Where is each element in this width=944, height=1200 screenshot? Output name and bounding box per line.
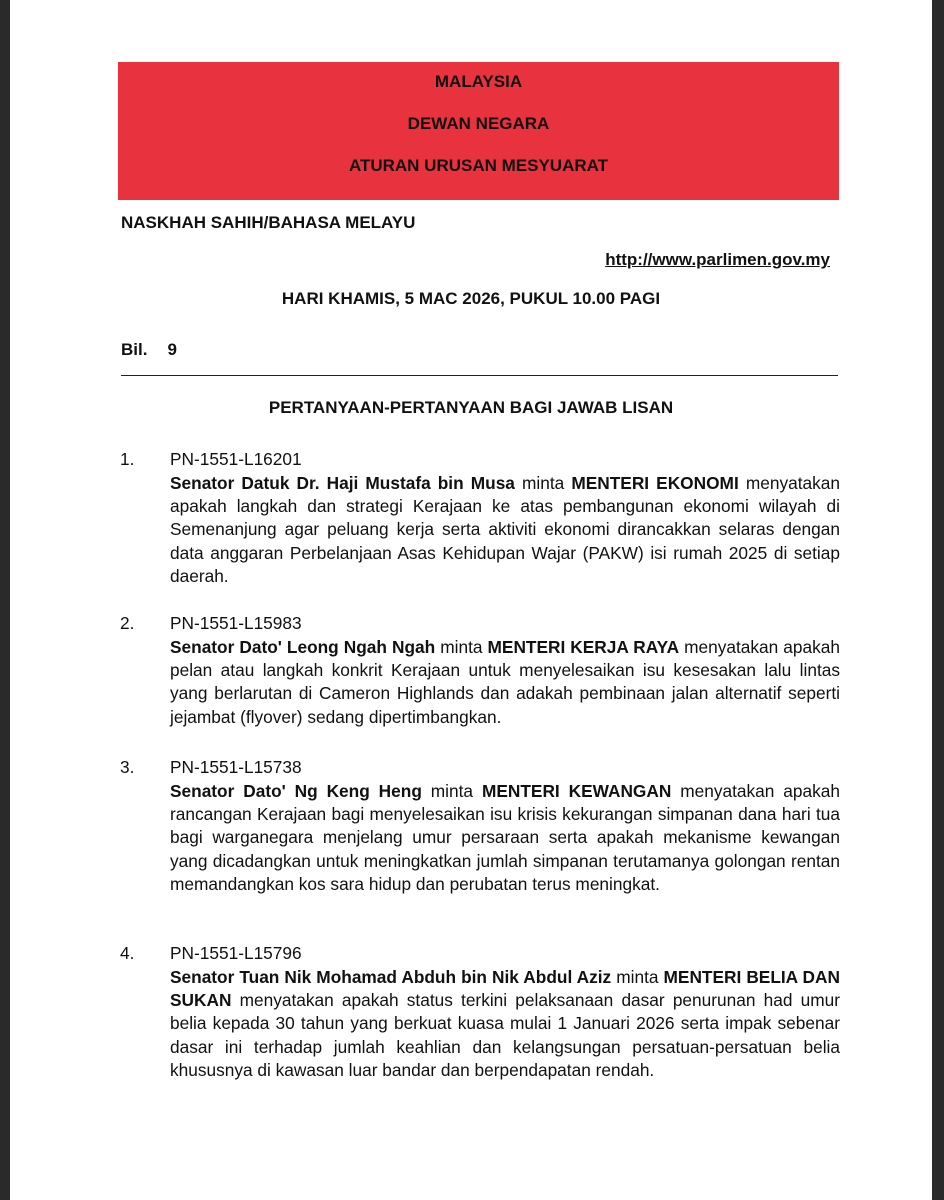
- question-body: [170, 780, 840, 896]
- doc-type-title: ATURAN URUSAN MESYUARAT: [348, 156, 609, 175]
- divider-line: [121, 375, 838, 376]
- minister-name: MENTERI EKONOMI: [571, 473, 739, 493]
- bil-number: [121, 340, 177, 360]
- house-title: DEWAN NEGARA: [407, 114, 550, 133]
- minister-name: MENTERI KEWANGAN: [481, 781, 672, 801]
- senator-name: Senator Dato' Ng Keng Heng: [170, 781, 422, 801]
- question-text: menyatakan apakah pelan atau langkah konkrit Kerajaan untuk menyelesaikan isu kesesakan lalu lintas yang berlarutan di Cameron Highlands dan adakah pembinaan jalan alternatif seperti jejambat (flyover) sedang dipertimbangkan.: [170, 637, 840, 727]
- question-number: 4.: [120, 943, 135, 963]
- bil-value: 9: [167, 340, 177, 359]
- question-text: menyatakan apakah status terkini pelaksanaan dasar penurunan had umur belia kepada 30 tahun yang berkuat kuasa mulai 1 Januari 2026 serta impak sebenar dasar ini terhadap jumlah keahlian dan kelangsungan persatuan-persatuan belia khususnya di kawasan luar bandar dan berpendapatan rendah.: [170, 990, 840, 1080]
- section-title: PERTANYAAN-PERTANYAAN BAGI JAWAB LISAN: [268, 398, 674, 417]
- document-page: [10, 0, 932, 1200]
- minta-word: minta: [616, 967, 659, 987]
- question-code: PN-1551-L15738: [170, 757, 302, 777]
- viewer-right-edge: [932, 0, 944, 1200]
- question-number: 2.: [120, 613, 135, 633]
- question-body: [170, 966, 840, 1082]
- website-link[interactable]: http://www.parlimen.gov.my: [605, 250, 830, 269]
- question-number: 3.: [120, 757, 135, 777]
- minta-word: minta: [522, 473, 565, 493]
- bil-label: Bil.: [121, 340, 148, 359]
- question-number: 1.: [120, 449, 135, 469]
- minister-name: MENTERI BELIA DAN SUKAN: [170, 967, 840, 1011]
- question-body: [170, 472, 840, 588]
- question-body: [170, 636, 840, 729]
- senator-name: Senator Datuk Dr. Haji Mustafa bin Musa: [170, 473, 515, 493]
- minta-word: minta: [430, 781, 474, 801]
- edition-label: NASKHAH SAHIH/BAHASA MELAYU: [121, 213, 416, 232]
- senator-name: Senator Tuan Nik Mohamad Abduh bin Nik Abdul Aziz: [170, 967, 612, 987]
- viewer-left-edge: [0, 0, 10, 1200]
- country-title: MALAYSIA: [434, 72, 523, 91]
- question-code: PN-1551-L16201: [170, 449, 302, 469]
- senator-name: Senator Dato' Leong Ngah Ngah: [170, 637, 436, 657]
- session-date: HARI KHAMIS, 5 MAC 2026, PUKUL 10.00 PAGI: [281, 289, 661, 308]
- question-text: menyatakan apakah rancangan Kerajaan bagi menyelesaikan isu krisis kekurangan simpanan dana hari tua bagi warganegara menjelang umur persaraan serta apakah mekanisme kewangan yang dicadangkan untuk meningkatkan jumlah simpanan terutamanya golongan rentan memandangkan kos sara hidup dan perubatan terus meningkat.: [170, 781, 840, 894]
- question-code: PN-1551-L15983: [170, 613, 302, 633]
- question-text: menyatakan apakah langkah dan strategi Kerajaan ke atas pembangunan ekonomi wilayah di Semenanjung agar peluang kerja serta aktiviti ekonomi dirancakkan selaras dengan data anggaran Perbelanjaan Asas Kehidupan Wajar (PAKW) isi rumah 2025 di setiap daerah.: [170, 473, 840, 586]
- minister-name: MENTERI KERJA RAYA: [487, 637, 680, 657]
- question-code: PN-1551-L15796: [170, 943, 302, 963]
- header-banner: [118, 62, 839, 200]
- minta-word: minta: [440, 637, 483, 657]
